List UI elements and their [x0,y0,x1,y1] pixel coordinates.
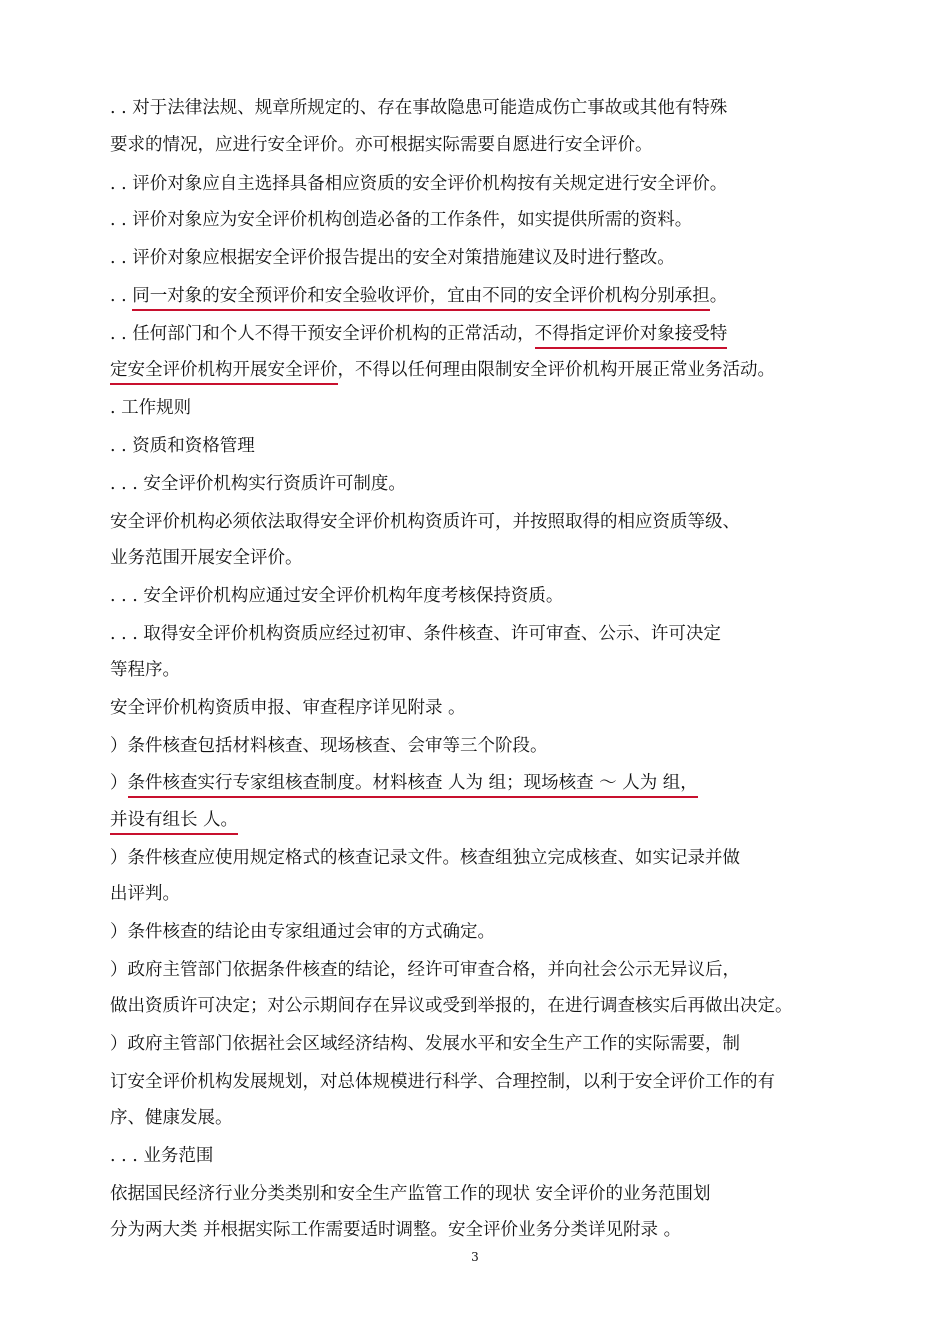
section-heading: . 工作规则 [110,398,192,418]
text-line-27: 订安全评价机构发展规划，对总体规模进行科学、合理控制，以利于安全评价工作的有 [110,1072,775,1092]
text-line-31: 分为两大类 并根据实际工作需要适时调整。安全评价业务分类详见附录 。 [110,1220,682,1240]
underlined-text: 并设有组长 人。 [110,810,238,835]
text-line-7: . . 任何部门和个人不得干预安全评价机构的正常活动，不得指定评价对象接受特 [110,322,845,346]
underlined-text: 同一对象的安全预评价和安全验收评价，宜由不同的安全评价机构分别承担 [132,286,710,311]
text-line-1: . . 对于法律法规、规章所规定的、存在事故隐患可能造成伤亡事故或其他有特殊 [110,98,728,118]
underlined-text: 条件核查实行专家组核查制度。材料核查 人为 组；现场核查 ～ 人为 组， [128,773,698,798]
text-line-26: ）政府主管部门依据社会区域经济结构、发展水平和安全生产工作的实际需要，制 [110,1034,740,1054]
text-line-28: 序、健康发展。 [110,1108,233,1128]
text-line-18: ）条件核查包括材料核查、现场核查、会审等三个阶段。 [110,736,548,756]
text-line-11: . . . 安全评价机构实行资质许可制度。 [110,474,406,494]
text-line-16: 等程序。 [110,660,180,680]
page-number: 3 [471,1250,479,1264]
text-line-4: . . 评价对象应为安全评价机构创造必备的工作条件，如实提供所需的资料。 [110,210,693,230]
subsection-heading: . . 资质和资格管理 [110,436,255,456]
text-line-13: 业务范围开展安全评价。 [110,548,303,568]
text-line-21: ）条件核查应使用规定格式的核查记录文件。核查组独立完成核查、如实记录并做 [110,848,740,868]
text-line-22: 出评判。 [110,884,180,904]
text-line-24: ）政府主管部门依据条件核查的结论，经许可审查合格，并向社会公示无异议后， [110,960,740,980]
text-line-2: 要求的情况，应进行安全评价。亦可根据实际需要自愿进行安全评价。 [110,135,653,155]
text-line-6: . . 同一对象的安全预评价和安全验收评价，宜由不同的安全评价机构分别承担。 [110,284,845,308]
underlined-text: 不得指定评价对象接受特 [535,324,728,349]
text-line-20 [110,808,845,832]
text-line-12: 安全评价机构必须依法取得安全评价机构资质许可，并按照取得的相应资质等级、 [110,512,740,532]
text-line-5: . . 评价对象应根据安全评价报告提出的安全对策措施建议及时进行整改。 [110,248,675,268]
text-line-3: . . 评价对象应自主选择具备相应资质的安全评价机构按有关规定进行安全评价。 [110,174,728,194]
underlined-text: 定安全评价机构开展安全评价 [110,360,338,385]
text-line-14: . . . 安全评价机构应通过安全评价机构年度考核保持资质。 [110,586,564,606]
text-line-30: 依据国民经济行业分类类别和安全生产监管工作的现状 安全评价的业务范围划 [110,1184,711,1204]
subsection-heading-business-scope: . . . 业务范围 [110,1146,214,1166]
text-line-19: ）条件核查实行专家组核查制度。材料核查 人为 组；现场核查 ～ 人为 组， [110,771,845,795]
text-line-17: 安全评价机构资质申报、审查程序详见附录 。 [110,698,466,718]
text-line-23: ）条件核查的结论由专家组通过会审的方式确定。 [110,922,495,942]
text-line-8: 定安全评价机构开展安全评价，不得以任何理由限制安全评价机构开展正常业务活动。 [110,358,845,382]
text-line-25: 做出资质许可决定；对公示期间存在异议或受到举报的，在进行调查核实后再做出决定。 [110,996,793,1016]
text-line-15: . . . 取得安全评价机构资质应经过初审、条件核查、许可审查、公示、许可决定 [110,624,721,644]
